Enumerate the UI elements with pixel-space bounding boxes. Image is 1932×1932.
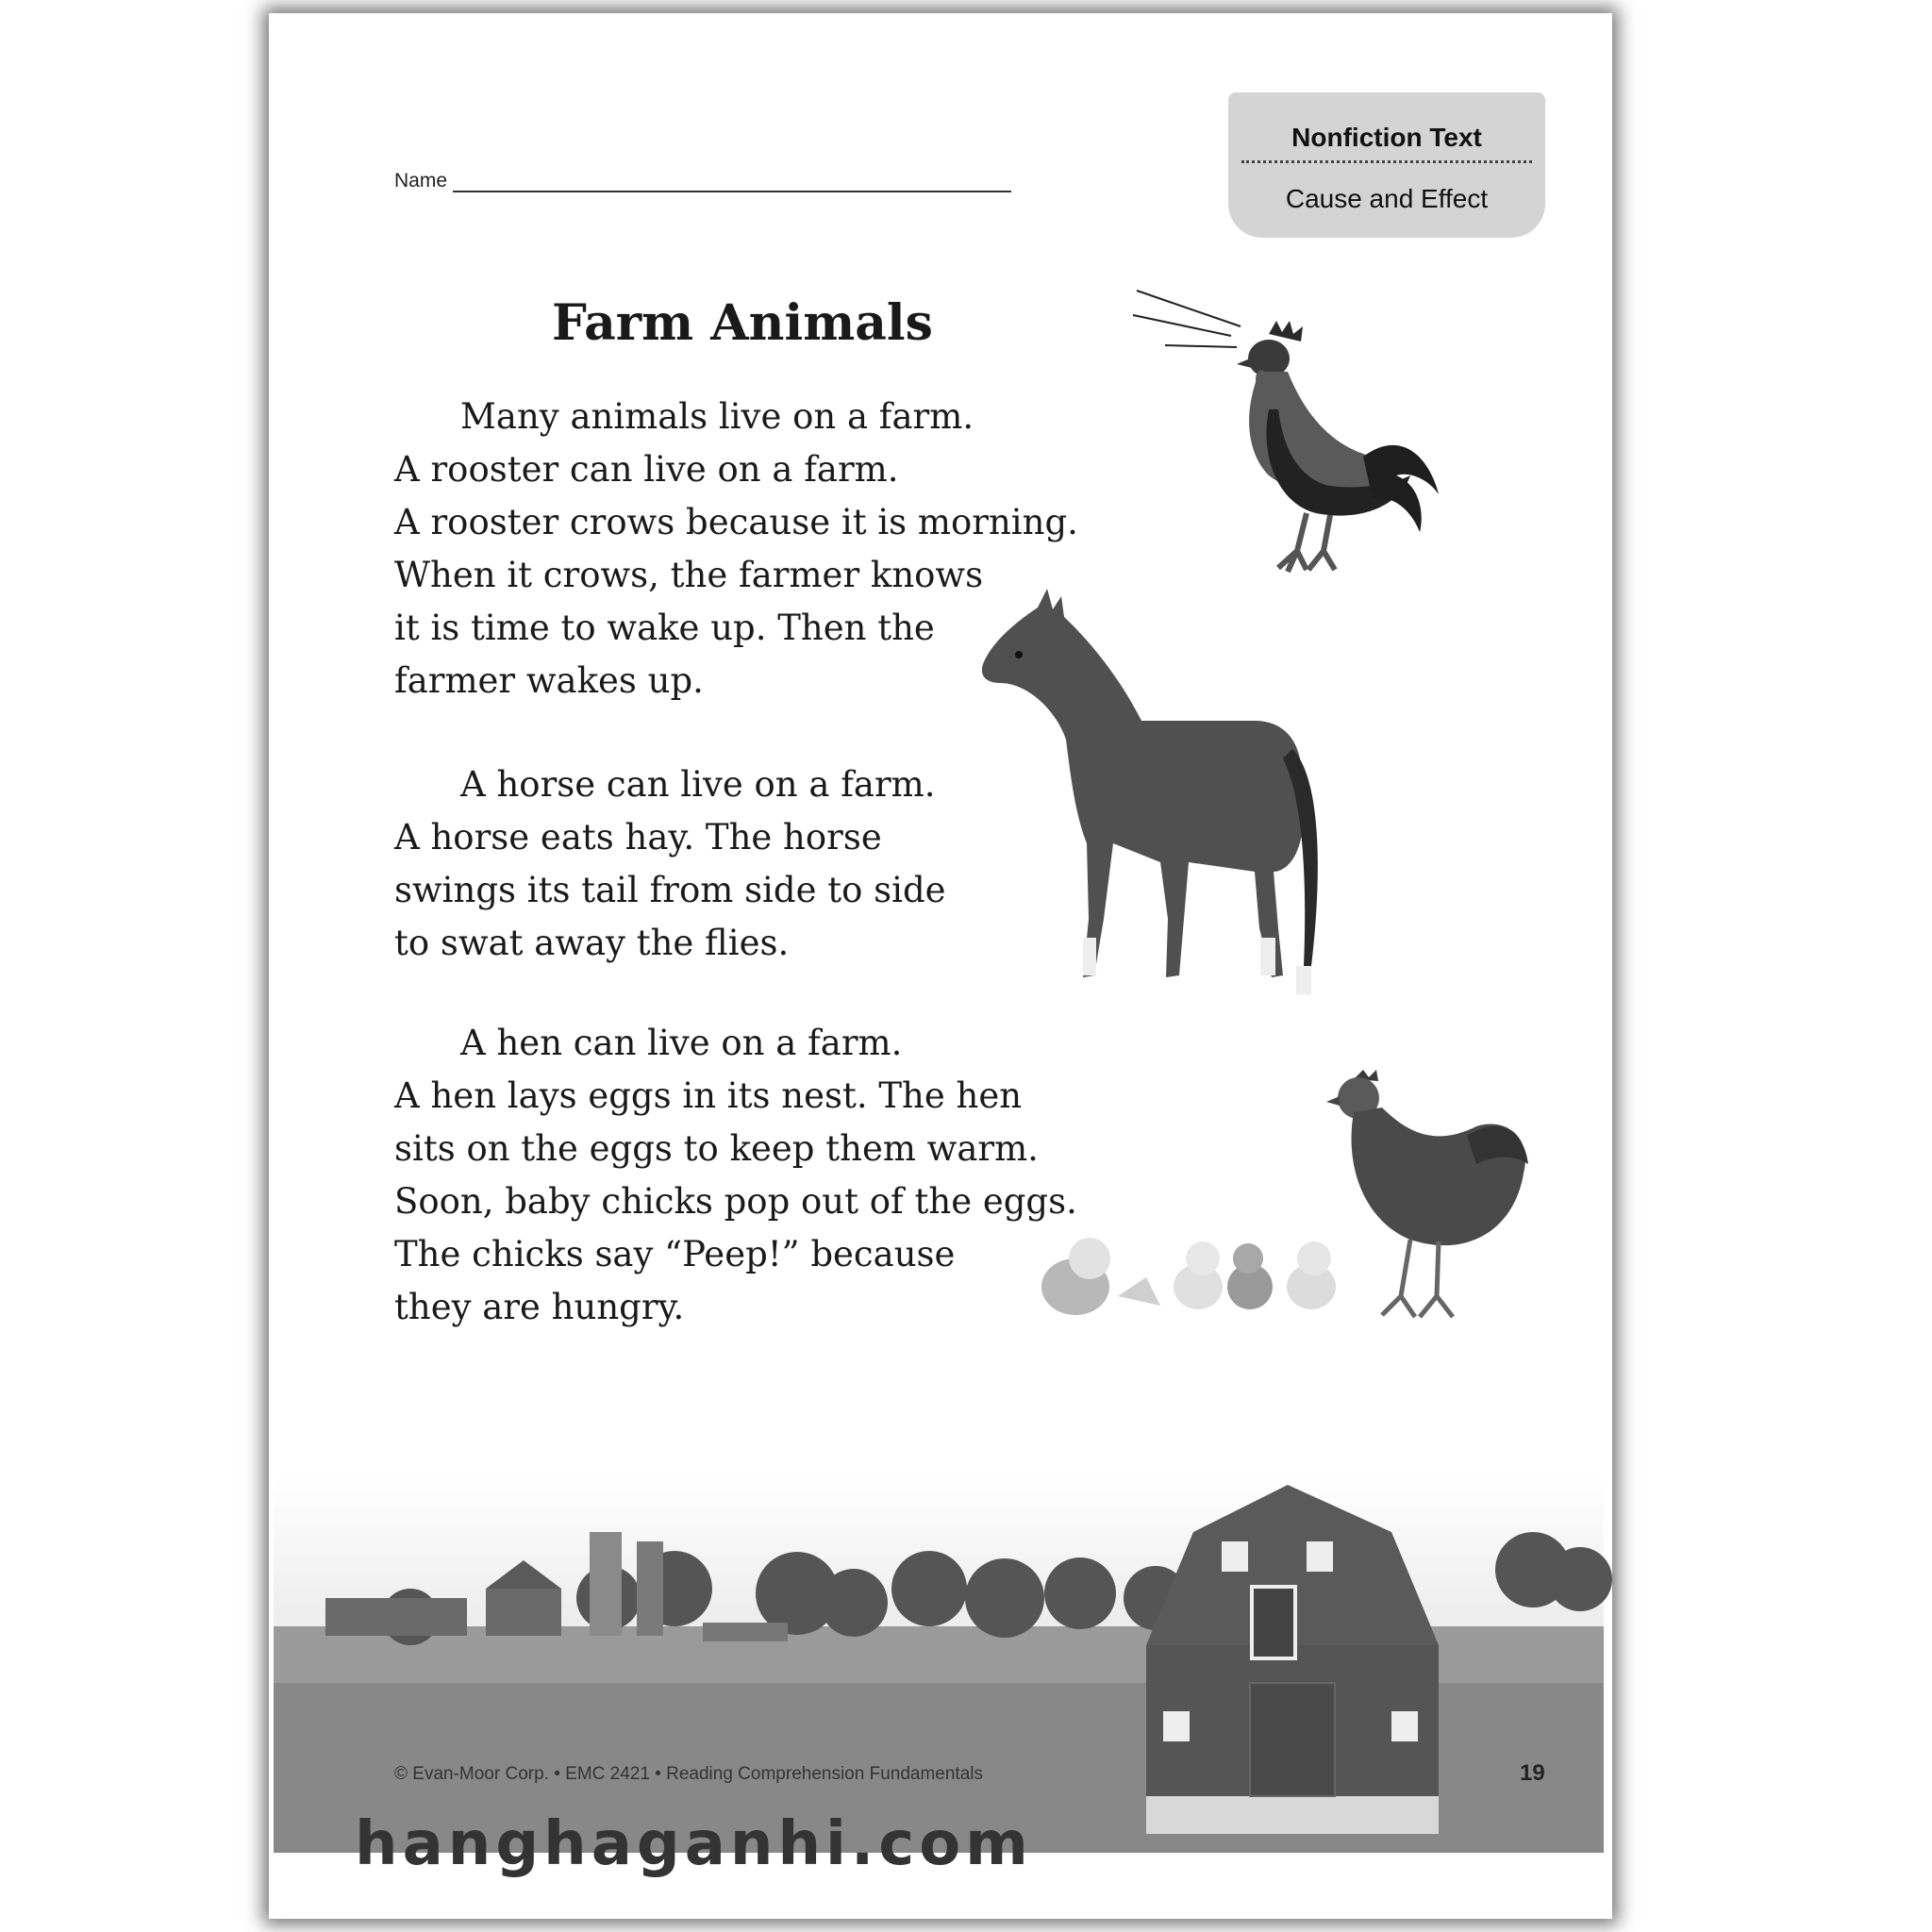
rooster-icon (1127, 268, 1448, 626)
copyright-footer: © Evan-Moor Corp. • EMC 2421 • Reading Comprehension Fundamentals (394, 1764, 983, 1784)
text-line: A hen can live on a farm. (460, 1023, 903, 1063)
name-label: Name (394, 170, 448, 192)
page-number: 19 (1520, 1760, 1545, 1786)
text-line: farmer wakes up. (394, 660, 704, 701)
text-line: A rooster can live on a farm. (394, 449, 899, 490)
tag-divider (1241, 160, 1532, 163)
name-field[interactable] (453, 172, 1011, 192)
tag-subtitle: Cause and Effect (1285, 184, 1489, 213)
paragraph-horse (394, 758, 946, 970)
text-line: swings its tail from side to side (394, 870, 946, 910)
text-line: they are hungry. (394, 1287, 685, 1327)
chick-icon (1174, 1241, 1223, 1309)
text-line: A rooster crows because it is morning. (394, 502, 1078, 542)
horse-icon (972, 589, 1349, 1013)
worksheet-page (269, 13, 1612, 1919)
paragraph-hen (394, 1017, 1077, 1334)
text-line: it is time to wake up. Then the (394, 608, 935, 648)
barn-icon (269, 1400, 1612, 1853)
text-line: The chicks say “Peep!” because (394, 1234, 956, 1274)
name-field-row (394, 170, 1011, 192)
text-line: A horse eats hay. The horse (394, 817, 882, 858)
text-line: sits on the eggs to keep them warm. (394, 1128, 1039, 1169)
text-line: When it crows, the farmer knows (394, 555, 984, 595)
story-title: Farm Animals (552, 294, 933, 352)
text-line: Soon, baby chicks pop out of the eggs. (394, 1181, 1077, 1222)
hen-icon (1024, 1060, 1552, 1343)
text-line: A hen lays eggs in its nest. The hen (394, 1075, 1023, 1116)
text-line: to swat away the flies. (394, 923, 790, 963)
watermark-bottom: hanghaganhi.com (355, 1809, 1033, 1879)
tag-title: Nonfiction Text (1291, 123, 1482, 152)
text-line: A horse can live on a farm. (460, 764, 936, 805)
text-type-tag (1228, 92, 1545, 238)
chick-icon (1041, 1238, 1160, 1315)
text-line: Many animals live on a farm. (460, 396, 974, 437)
chick-icon (1227, 1243, 1273, 1309)
chick-icon (1287, 1241, 1336, 1309)
